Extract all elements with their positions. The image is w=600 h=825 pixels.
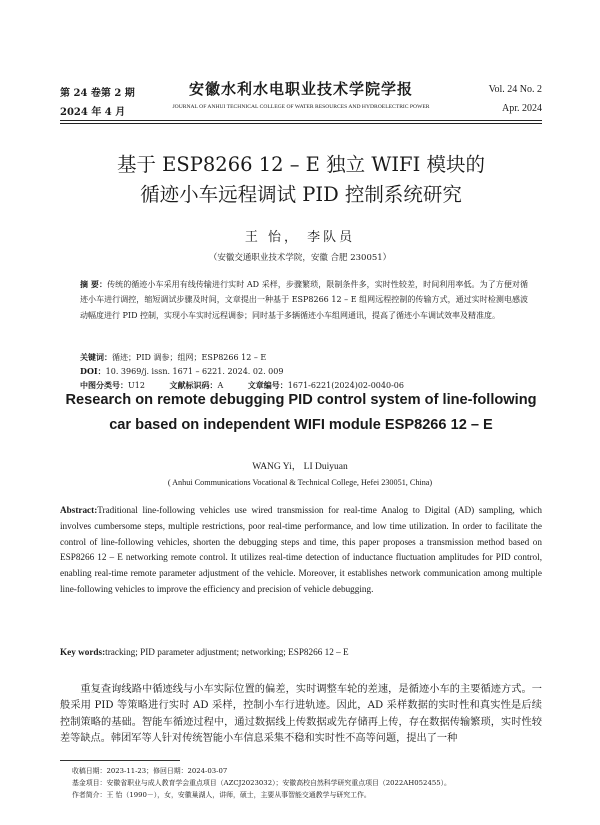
keywords-cn xyxy=(80,352,266,363)
date-cn: 2024 年 4 月 xyxy=(60,107,126,118)
doi-text: 10. 3969/j. issn. 1671 – 6221. 2024. 02. 009 xyxy=(105,367,284,376)
footnote-fund: 基金项目：安徽省职业与成人教育学会重点项目（AZCJ2023032）；安徽高校自然科学研究重点项目（2022AH052455）。 xyxy=(72,779,451,787)
doc-code-value: A xyxy=(217,381,224,390)
affiliation-cn: （安徽交通职业技术学院，安徽 合肥 230051） xyxy=(208,253,392,263)
doi xyxy=(80,366,283,377)
authors-en: WANG Yi， LI Duiyuan xyxy=(252,462,348,472)
title-cn-line2: 循迹小车远程调试 PID 控制系统研究 xyxy=(140,183,462,206)
header-rule-thick xyxy=(60,120,542,121)
abstract-en xyxy=(60,503,542,598)
abstract-cn xyxy=(80,277,528,323)
footnote-rule xyxy=(60,760,180,761)
authors-cn: 王 怡， 李队员 xyxy=(244,230,356,245)
title-en xyxy=(60,388,542,438)
header-rule-thin xyxy=(60,123,542,124)
clc-value: U12 xyxy=(128,381,145,390)
keywords-cn-label: 关键词： xyxy=(80,352,112,362)
abstract-en-label: Abstract: xyxy=(60,505,98,515)
keywords-cn-text: 循迹；PID 调参；组网；ESP8266 12 – E xyxy=(112,353,267,362)
abstract-en-text: Traditional line-following vehicles use wired transmission for real-time Analog to Digital (AD) sampling, which involves cumbersome steps, multiple restrictions, poor real-time performance, and low time utilization. In order to facilitate the control of line-following vehicles, shorten the debugging steps and time, this paper proposes a transmission method based on ESP8266 12 – E networking remote control. It utilizes real-time detection of inductance fluctuation amplitudes for PID control, enabling real-time remote parameter adjustment of the vehicle. Moreover, it establishes network communication among multiple line-following vehicles to improve the efficiency and precision of vehicle debugging. xyxy=(60,505,542,594)
journal-name-cn: 安徽水利水电职业技术学院学报 xyxy=(188,80,413,98)
footnote-received: 收稿日期：2023-11-23；修回日期：2024-03-07 xyxy=(72,767,228,775)
keywords-en-text: tracking; PID parameter adjustment; networking; ESP8266 12 – E xyxy=(105,647,349,657)
affiliation-en: ( Anhui Communications Vocational & Technical College, Hefei 230051, China) xyxy=(167,478,433,487)
article-no-value: 1671-6221(2024)02-0040-06 xyxy=(287,381,404,390)
abstract-cn-label: 摘 要： xyxy=(80,279,108,289)
doi-label: DOI： xyxy=(80,366,106,376)
journal-name-en: JOURNAL OF ANHUI TECHNICAL COLLEGE OF WATER RESOURCES AND HYDROELECTRIC POWER xyxy=(172,104,430,110)
title-en-line1: Research on remote debugging PID control system of line-following xyxy=(65,392,537,408)
volume-issue-en: Vol. 24 No. 2 xyxy=(488,84,542,95)
keywords-en-label: Key words: xyxy=(60,647,106,657)
date-en: Apr. 2024 xyxy=(502,103,542,114)
footnote-author: 作者简介：王 怡（1990－），女，安徽巢湖人，讲师，硕士，主要从事智能交通教学与研究工作。 xyxy=(72,791,371,799)
clc-label: 中图分类号： xyxy=(80,380,128,390)
article-no-label: 文章编号： xyxy=(247,380,288,390)
title-cn xyxy=(60,150,542,210)
body-paragraph: 重复查询线路中循迹线与小车实际位置的偏差，实时调整车轮的差速，是循迹小车的主要循迹方式。一般采用 PID 等策略进行实时 AD 采样，控制小车行进轨迹。因此，AD 采样数据的实时性和真实性是后续控制策略的基础。智能车循迹过程中，通过数据线上传数据或先存储再上传，存在数据传输繁琐，实时性较差等缺点。韩团军等人针对传统智能小车信息采集不稳和实时性不高等问题，提出了一种 xyxy=(60,684,542,745)
title-en-line2: car based on independent WIFI module ESP8266 12 – E xyxy=(109,417,493,433)
title-cn-line1: 基于 ESP8266 12 – E 独立 WIFI 模块的 xyxy=(116,153,485,176)
abstract-cn-text: 传统的循迹小车采用有线传输进行实时 AD 采样，步骤繁琐，限制条件多，实时性较差，时间利用率低。为了方便对循迹小车进行调控，缩短调试步骤及时间，文章提出一种基于 ESP8266 12 – E 组网远程控制的传输方式，通过实时检测电感波动幅度进行 PID 控制，实现小车实时远程调参；同时基于多辆循迹小车组网通讯，提高了循迹小车调试效率及精准度。 xyxy=(80,280,528,320)
doc-code-label: 文献标识码： xyxy=(169,380,218,390)
journal-header xyxy=(60,70,542,120)
keywords-en xyxy=(60,647,542,657)
volume-issue-cn: 第 24 卷第 2 期 xyxy=(60,88,135,99)
